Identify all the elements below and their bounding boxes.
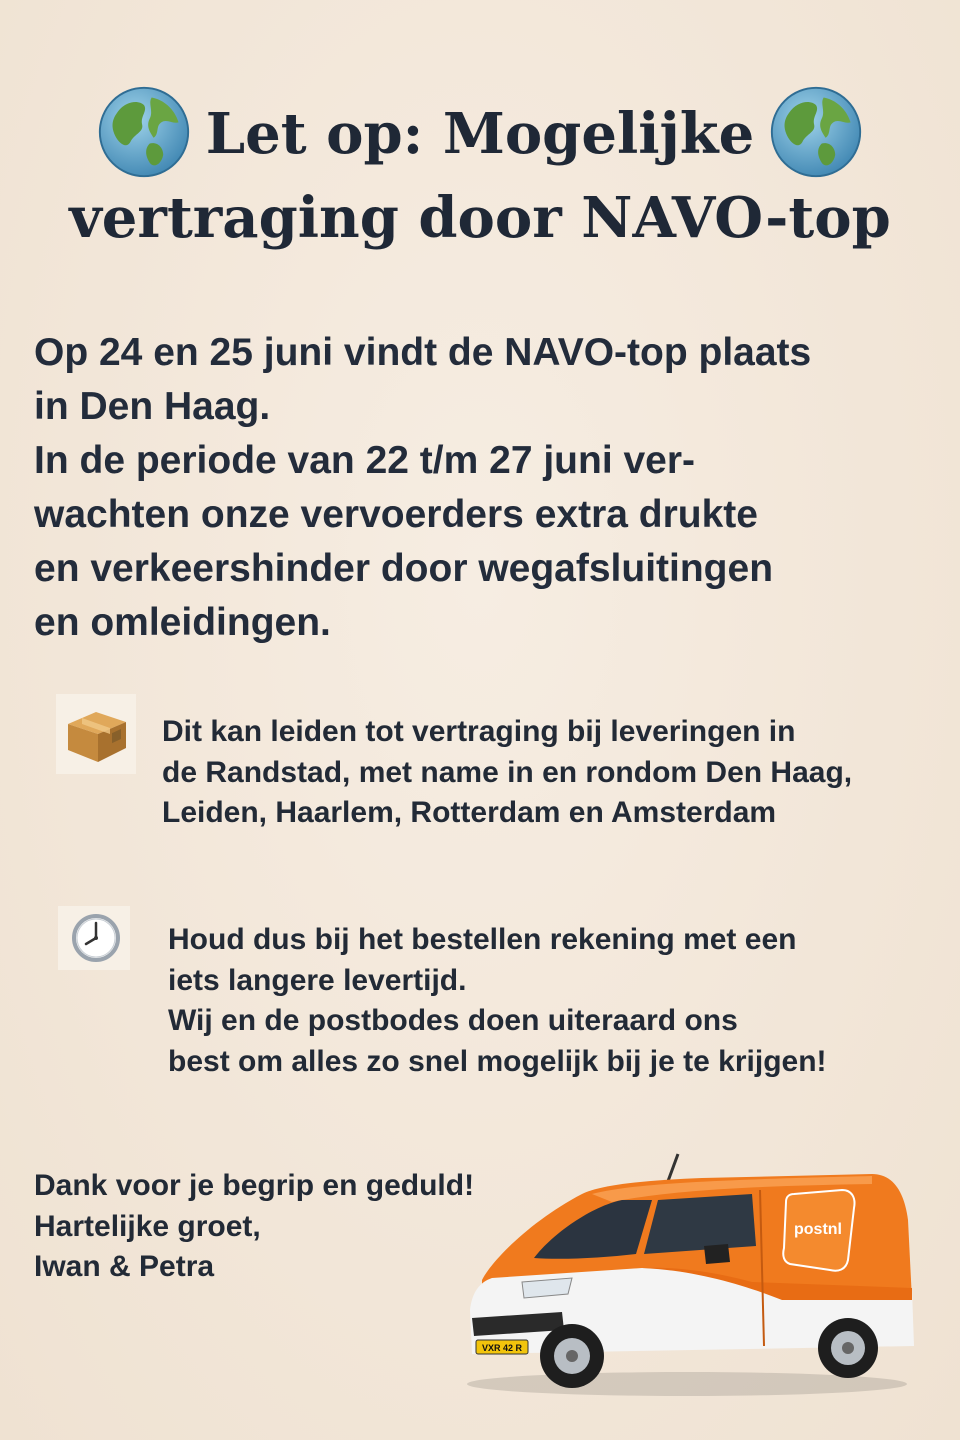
license-plate: VXR 42 R [481,1343,523,1353]
postnl-logo [783,1190,854,1271]
intro-paragraph: Op 24 en 25 juni vindt de NAVO-top plaats in Den Haag. In de periode van 22 t/m 27 juni ver- wachten onze vervoerders extra drukte en verkeershinder door wegafsluitingen en omleidingen. [34,331,812,644]
notice-text: Houd dus bij het bestellen rekening met een iets langere levertijd. Wij en de postbodes doen uiteraard ons best om alles zo snel mogelijk bij je te krijgen! [168,923,827,1078]
page-title [0,92,960,260]
globe-icon [768,84,864,180]
title-line-2: vertraging door NAVO-top [69,185,891,251]
closing-greeting: Dank voor je begrip en geduld! Hartelijke groet, Iwan & Petra [34,1169,475,1283]
notice-text: Dit kan leiden tot vertraging bij leveringen in de Randstad, met name in en rondom Den Haag, Leiden, Haarlem, Rotterdam en Amsterdam [162,715,853,829]
clock-icon [58,906,130,970]
title-line-1 [0,92,960,176]
globe-icon [96,84,192,180]
package-icon [56,694,136,774]
title-text-1: Let op: Mogelijke [205,101,755,167]
notice-longer-delivery [58,906,948,1086]
notice-delivery-delay [56,694,946,844]
postnl-van-image [452,1150,922,1400]
postnl-logo-text: postnl [794,1221,842,1238]
